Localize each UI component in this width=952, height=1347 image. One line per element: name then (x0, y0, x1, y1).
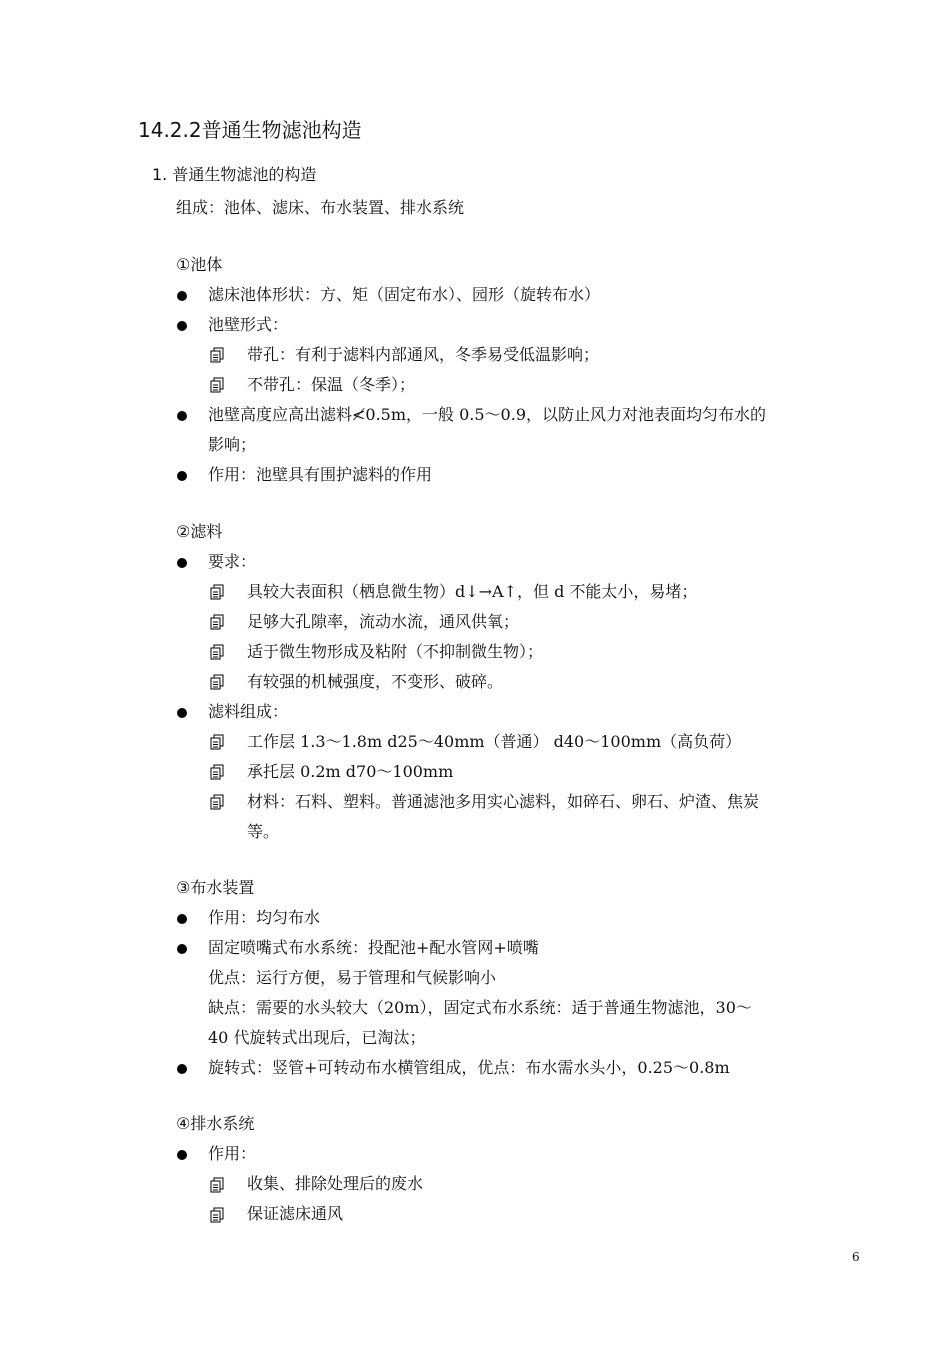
list-item: 作用：池壁具有围护滤料的作用 (208, 465, 433, 484)
bullet-icon (177, 914, 187, 924)
list-item: 作用： (208, 1144, 257, 1163)
sub-list-item: 材料：石料、塑料。普通滤池多用实心滤料，如碎石、卵石、炉渣、焦炭 (247, 792, 760, 811)
list-paragraph-continuation: 40 代旋转式出现后，已淘汰； (208, 1028, 426, 1047)
note-pages-icon (210, 1207, 224, 1223)
bullet-icon (177, 708, 187, 718)
bullet-icon (177, 321, 187, 331)
bullet-icon (177, 291, 187, 301)
list-item: 要求： (208, 552, 257, 571)
list-item: 作用：均匀布水 (208, 908, 321, 927)
list-item: 固定喷嘴式布水系统：投配池+配水管网+喷嘴 (208, 938, 539, 957)
section-heading-distribution: ③布水装置 (176, 878, 255, 897)
bullet-icon (177, 411, 187, 421)
list-item-continuation: 影响； (208, 435, 257, 454)
sub-list-item: 承托层 0.2m d70～100mm (247, 762, 454, 781)
note-pages-icon (210, 764, 224, 780)
list-item: 旋转式：竖管+可转动布水横管组成，优点：布水需水头小，0.25～0.8m (208, 1058, 730, 1077)
sub-list-item: 适于微生物形成及粘附（不抑制微生物）； (247, 642, 544, 661)
sub-list-item: 足够大孔隙率，流动水流，通风供氧； (247, 612, 520, 631)
sub-list-item-continuation: 等。 (247, 822, 280, 841)
bullet-icon (177, 1064, 187, 1074)
note-pages-icon (210, 1177, 224, 1193)
page-number: 6 (852, 1250, 860, 1264)
note-pages-icon (210, 644, 224, 660)
bullet-icon (177, 558, 187, 568)
note-pages-icon (210, 794, 224, 810)
list-item: 池壁高度应高出滤料≮0.5m，一般 0.5～0.9，以防止风力对池表面均匀布水的 (208, 405, 767, 424)
list-item: 滤料组成： (208, 702, 289, 721)
note-pages-icon (210, 674, 224, 690)
sub-list-item: 有较强的机械强度，不变形、破碎。 (247, 672, 504, 691)
list-item: 滤床池体形状：方、矩（固定布水）、园形（旋转布水） (208, 285, 601, 304)
list-paragraph: 缺点：需要的水头较大（20m），固定式布水系统：适于普通生物滤池，30～ (208, 998, 752, 1017)
sub-list-item: 保证滤床通风 (247, 1204, 344, 1223)
list-paragraph: 优点：运行方便，易于管理和气候影响小 (208, 968, 497, 987)
section-heading-drainage: ④排水系统 (176, 1114, 255, 1133)
subsection-title: 1. 普通生物滤池的构造 (152, 165, 317, 184)
section-heading-pool-body: ①池体 (176, 255, 223, 274)
note-pages-icon (210, 347, 224, 363)
sub-list-item: 带孔：有利于滤料内部通风，冬季易受低温影响； (247, 345, 600, 364)
section-heading-filter-media: ②滤料 (176, 522, 223, 541)
note-pages-icon (210, 584, 224, 600)
bullet-icon (177, 471, 187, 481)
section-title: 14.2.2普通生物滤池构造 (138, 118, 362, 142)
list-item: 池壁形式： (208, 315, 289, 334)
sub-list-item: 不带孔：保温（冬季）； (247, 375, 416, 394)
composition-line: 组成：池体、滤床、布水装置、排水系统 (176, 198, 465, 217)
bullet-icon (177, 1150, 187, 1160)
note-pages-icon (210, 734, 224, 750)
note-pages-icon (210, 614, 224, 630)
sub-list-item: 收集、排除处理后的废水 (247, 1174, 424, 1193)
note-pages-icon (210, 377, 224, 393)
bullet-icon (177, 944, 187, 954)
sub-list-item: 工作层 1.3～1.8m d25～40mm（普通） d40～100mm（高负荷） (247, 732, 742, 751)
sub-list-item: 具较大表面积（栖息微生物）d↓→A↑，但 d 不能太小，易堵； (247, 582, 698, 601)
